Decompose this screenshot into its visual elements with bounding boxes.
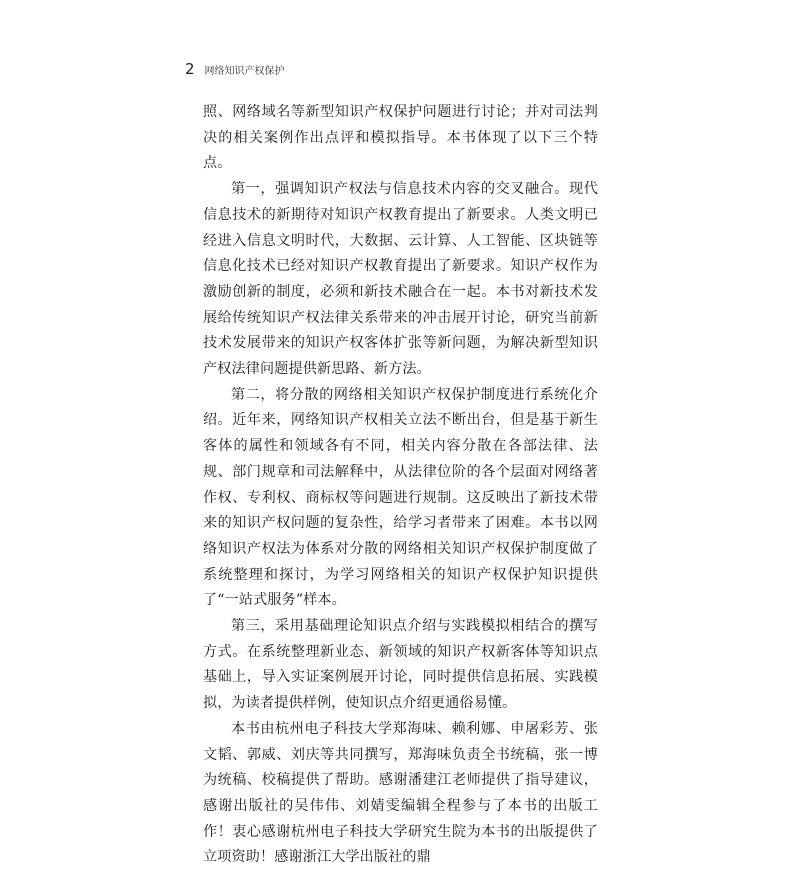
paragraph-acknowledgements: 本书由杭州电子科技大学郑海味、赖利娜、申屠彩芳、张文韬、郭威、刘庆等共同撰写，郑海味负责全书统稿，张一博为统稿、校稿提供了帮助。感谢潘建江老师提供了指导建议，感谢出版社的吴伟伟、刘婧雯编辑全程参与了本书的出版工作！衷心感谢杭州电子科技大学研究生院为本书的出版提供了立项资助！感谢浙江大学出版社的鼎 (203, 720, 598, 866)
paragraph-continuation: 照、网络域名等新型知识产权保护问题进行讨论；并对司法判决的相关案例作出点评和模拟指导。本书体现了以下三个特点。 (203, 104, 598, 172)
page-number: 2 (185, 60, 195, 78)
paragraph-feature-one: 第一，强调知识产权法与信息技术内容的交叉融合。现代信息技术的新期待对知识产权教育提出了新要求。人类文明已经进入信息文明时代，大数据、云计算、人工智能、区块链等信息化技术已经对知识产权教育提出了新要求。知识产权作为激励创新的制度，必须和新技术融合在一起。本书对新技术发展给传统知识产权法律关系带来的冲击展开讨论，研究当前新技术发展带来的知识产权客体扩张等新问题，为解决新型知识产权法律问题提供新思路、新方法。 (203, 181, 598, 378)
running-header-title: 网络知识产权保护 (204, 66, 285, 77)
paragraph-feature-two: 第二，将分散的网络相关知识产权保护制度进行系统化介绍。近年来，网络知识产权相关立法不断出台，但是基于新生客体的属性和领域各有不同，相关内容分散在各部法律、法规、部门规章和司法解释中，从法律位阶的各个层面对网络著作权、专利权、商标权等问题进行规制。这反映出了新技术带来的知识产权问题的复杂性，给学习者带来了困难。本书以网络知识产权法为体系对分散的网络相关知识产权保护制度做了系统整理和探讨，为学习网络相关的知识产权保护知识提供了“一站式服务”样本。 (203, 386, 598, 609)
paragraph-feature-three: 第三，采用基础理论知识点介绍与实践模拟相结合的撰写方式。在系统整理新业态、新领域的知识产权新客体等知识点基础上，导入实证案例展开讨论，同时提供信息拓展、实践模拟，为读者提供样例，使知识点介绍更通俗易懂。 (203, 618, 598, 712)
running-header (185, 60, 285, 80)
body-text (203, 100, 598, 871)
